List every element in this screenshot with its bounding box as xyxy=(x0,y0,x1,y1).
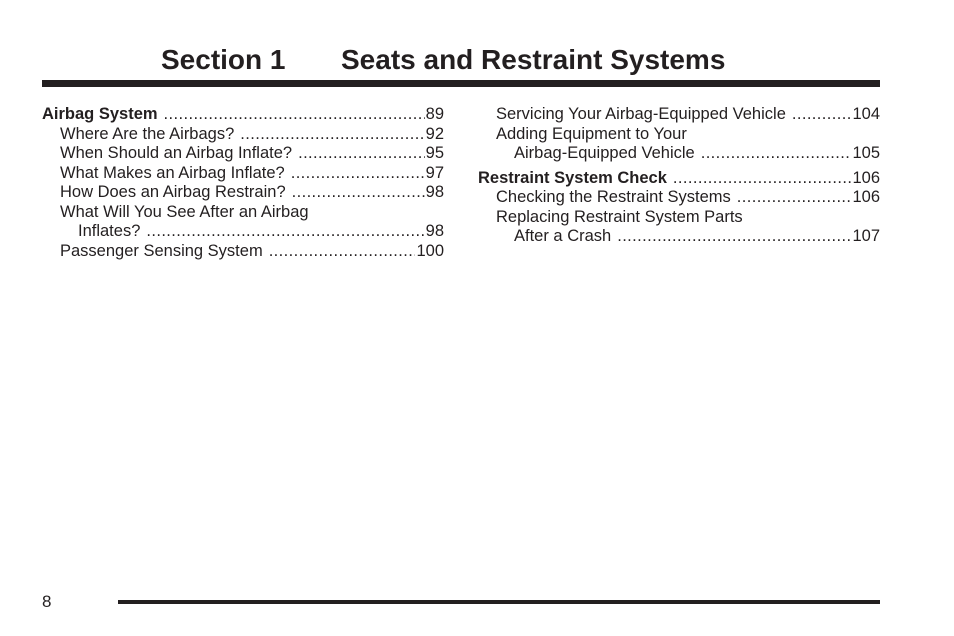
toc-entry xyxy=(42,203,444,223)
toc-entry xyxy=(478,169,880,189)
header-rule xyxy=(42,80,880,87)
toc-entry-label: Inflates? xyxy=(78,222,141,240)
toc-entry xyxy=(478,144,880,164)
footer-rule xyxy=(118,600,880,604)
toc-entry xyxy=(42,144,444,164)
page-number: 8 xyxy=(42,592,52,611)
toc-entry-label: Where Are the Airbags? xyxy=(60,124,235,143)
toc-entry-label: Servicing Your Airbag-Equipped Vehicle xyxy=(496,105,786,123)
toc-entry-label: Airbag System xyxy=(42,105,158,123)
toc-entry-page: 104 xyxy=(852,105,880,123)
toc-entry-page: 100 xyxy=(416,241,444,260)
toc-leader-dots xyxy=(146,222,424,242)
toc-entry-label: Restraint System Check xyxy=(478,168,667,187)
toc-leader-dots xyxy=(673,169,852,189)
toc-entry-label: What Makes an Airbag Inflate? xyxy=(60,163,285,182)
toc-entry-page: 106 xyxy=(852,188,880,206)
toc-leader-dots xyxy=(617,227,851,247)
toc-leader-dots xyxy=(240,125,424,145)
toc-entry xyxy=(478,125,880,145)
toc-leader-dots xyxy=(701,144,852,164)
toc-entry xyxy=(478,105,880,125)
toc-leader-dots xyxy=(737,188,852,208)
toc-entry-page: 98 xyxy=(425,222,444,240)
section-title: Seats and Restraint Systems xyxy=(341,44,726,75)
toc-entry-page: 92 xyxy=(425,124,444,143)
toc-entry-page: 105 xyxy=(852,144,880,162)
toc-entry-page: 89 xyxy=(425,105,444,123)
toc-entry xyxy=(478,208,880,228)
toc-entry-page: 106 xyxy=(852,168,880,187)
section-label: Section 1 xyxy=(161,44,286,75)
toc-entry-page: 97 xyxy=(425,163,444,182)
toc-entry-label: What Will You See After an Airbag xyxy=(60,202,309,221)
toc-leader-dots xyxy=(792,105,852,125)
toc-entry-label: How Does an Airbag Restrain? xyxy=(60,183,286,201)
toc-entry-label: Replacing Restraint System Parts xyxy=(496,207,743,226)
toc-entry xyxy=(42,164,444,184)
toc-entry xyxy=(42,242,444,262)
toc-leader-dots xyxy=(269,242,416,262)
toc-entry xyxy=(478,227,880,247)
toc-leader-dots xyxy=(291,164,425,184)
toc-entry-page: 98 xyxy=(425,183,444,201)
toc-entry-page: 95 xyxy=(425,144,444,162)
toc-entry-label: Adding Equipment to Your xyxy=(496,124,687,143)
toc-entry xyxy=(42,105,444,125)
toc-right-column xyxy=(478,105,880,247)
toc-entry-label: When Should an Airbag Inflate? xyxy=(60,144,293,162)
toc-entry xyxy=(478,188,880,208)
toc-leader-dots xyxy=(164,105,425,125)
toc-entry-label: Passenger Sensing System xyxy=(60,241,263,260)
toc-leader-dots xyxy=(298,144,425,164)
section-header xyxy=(42,43,880,77)
toc-entry xyxy=(42,183,444,203)
toc-entry-label: After a Crash xyxy=(514,227,612,245)
toc-entry-label: Checking the Restraint Systems xyxy=(496,188,731,206)
toc-leader-dots xyxy=(292,183,425,203)
toc-entry-page: 107 xyxy=(852,227,880,245)
toc-entry-label: Airbag-Equipped Vehicle xyxy=(514,144,695,162)
toc-entry xyxy=(42,222,444,242)
toc-left-column xyxy=(42,105,444,261)
toc-entry xyxy=(42,125,444,145)
